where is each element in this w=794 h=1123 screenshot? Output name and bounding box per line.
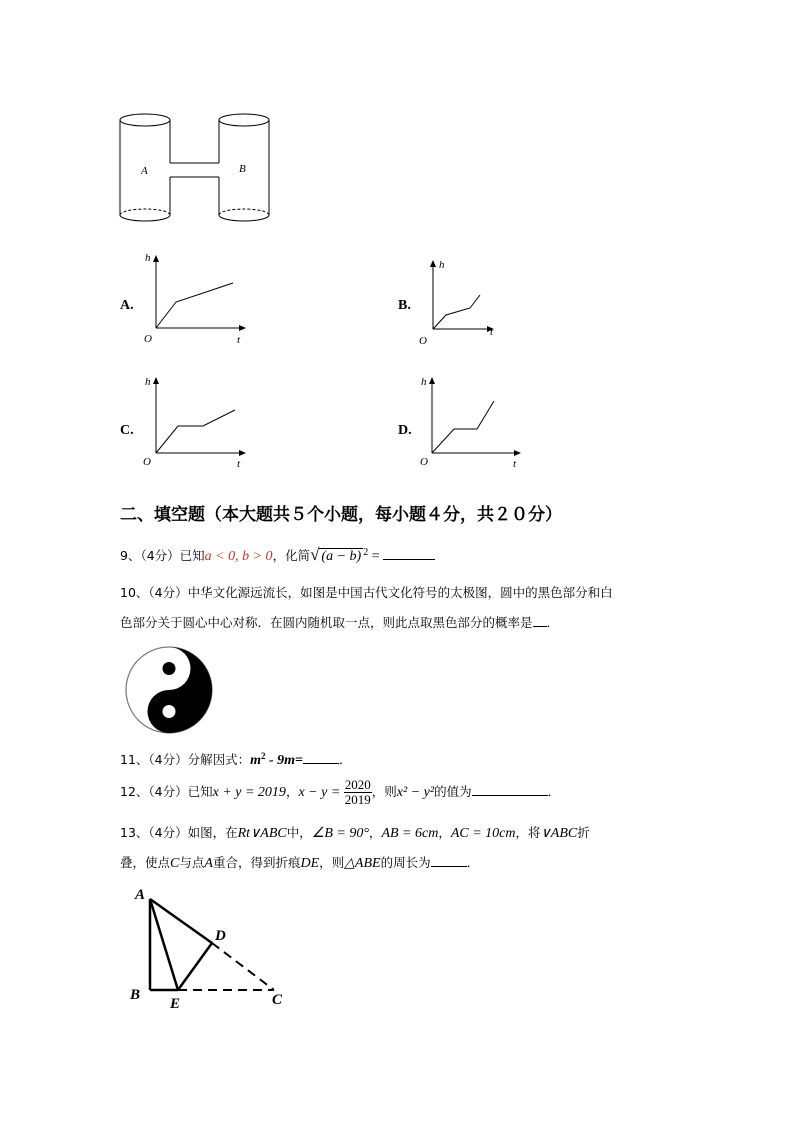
svg-text:t: t	[237, 458, 241, 470]
answer-blank-11[interactable]	[303, 751, 339, 764]
section-title: 二、填空题（本大题共５个小题，每小题４分，共２０分）	[120, 505, 562, 525]
graph-c	[140, 372, 255, 472]
svg-text:h: h	[439, 259, 445, 271]
taiji-figure	[124, 645, 214, 735]
answer-blank-12[interactable]	[472, 783, 548, 796]
option-d-label: D.	[398, 423, 412, 438]
container-b-label: B	[239, 163, 246, 175]
vertex-a: A	[135, 887, 146, 903]
vertex-e: E	[170, 996, 181, 1012]
question-10-line2: 色部分关于圆心中心对称．在圆内随机取一点，则此点取黑色部分的概率是 ．	[120, 615, 560, 630]
graph-d	[418, 372, 533, 472]
option-b-label: B.	[398, 298, 411, 313]
fraction: $\frac{2020}{2019}$	[344, 777, 371, 807]
question-11: 11、（4分）分解因式：$m^2 - 9m=$ ．	[120, 750, 352, 768]
question-12: 12、（4分）已知x + y = 2019，x − y = $\frac{2020}{2019}$ ，则x² − y²的值为 ．	[120, 777, 561, 807]
graph-b	[418, 255, 518, 350]
svg-text:O: O	[419, 335, 427, 347]
triangle-figure	[128, 882, 293, 1014]
answer-blank-10[interactable]	[533, 614, 547, 627]
vertex-b: B	[130, 987, 141, 1003]
svg-text:O: O	[144, 333, 152, 345]
svg-text:h: h	[145, 252, 151, 264]
container-a-label: A	[141, 165, 148, 177]
svg-text:O: O	[143, 456, 151, 468]
question-13-line2: 叠，使点C与点A重合，得到折痕DE，则△ABE的周长为 ．	[120, 855, 480, 871]
containers-figure	[110, 105, 285, 235]
vertex-c: C	[272, 992, 283, 1008]
question-13-line1: 13、（4分）如图，在Rt∨ABC中，∠B = 90°，AB = 6cm，AC = 10cm，将∨ABC折	[120, 825, 590, 841]
graph-a	[140, 250, 255, 350]
svg-text:O: O	[420, 456, 428, 468]
svg-text:h: h	[145, 376, 151, 388]
svg-text:h: h	[421, 376, 427, 388]
question-10-line1: 10、（4分）中华文化源远流长，如图是中国古代文化符号的太极图，圆中的黑色部分和白	[120, 585, 613, 600]
option-a-label: A.	[120, 298, 134, 313]
svg-text:t: t	[513, 458, 517, 470]
svg-text:t: t	[237, 334, 241, 346]
option-c-label: C.	[120, 423, 134, 438]
question-9: 9、（4分）已知a < 0, b > 0，化简√ (a − b) $^2$ =	[120, 545, 435, 565]
answer-blank-9[interactable]	[383, 547, 435, 560]
vertex-d: D	[215, 928, 226, 944]
svg-text:t: t	[490, 326, 494, 338]
answer-blank-13[interactable]	[431, 854, 467, 867]
